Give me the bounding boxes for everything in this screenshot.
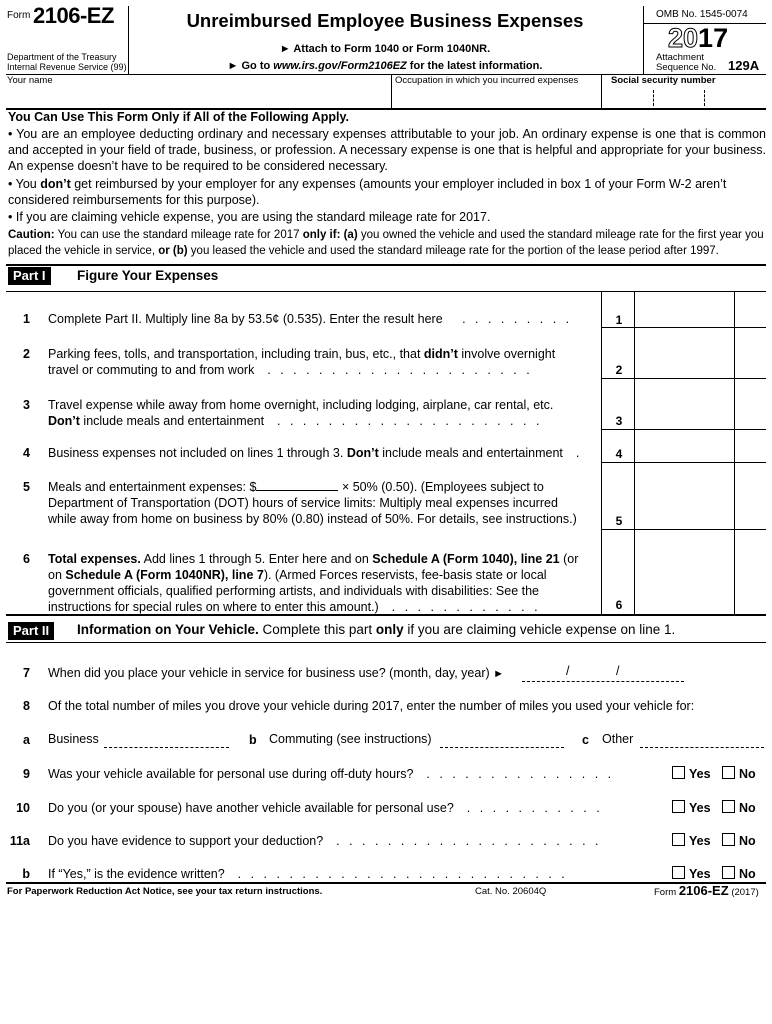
line6-number: 6 [23,552,30,566]
line5-amount[interactable] [635,463,734,529]
paperwork-notice: For Paperwork Reduction Act Notice, see your tax return instructions. [7,886,323,897]
form-number: 2106-EZ [33,3,114,28]
occupation-field[interactable] [392,86,600,108]
line11b-yes-option[interactable]: Yes [672,866,711,881]
line5-number: 5 [23,480,30,494]
line11a-number: 11a [9,834,30,848]
line10-number: 10 [16,801,30,815]
line10-no-option[interactable]: No [722,800,756,815]
irs-link[interactable]: www.irs.gov/Form2106EZ [273,60,407,72]
line5-box-number: 5 [615,514,623,528]
attach-instruction: ► Attach to Form 1040 or Form 1040NR. [279,43,491,55]
eligibility-bullet-1: • You are an employee deducting ordinary and necessary expenses attributable to your job. An ordinary expense is one that is common and accepted in your field of trade, business, or profession. A necessary expense is one that is helpful and appropriate for your business. An expense doesn’t have to be required to be considered necessary. [8,127,766,173]
line11b-no-checkbox[interactable] [722,866,735,879]
line8b-label: Commuting (see instructions) [269,732,432,746]
sequence-label: Sequence No. [656,62,717,73]
line9-no-option[interactable]: No [722,766,756,781]
goto-instruction: ► Go to www.irs.gov/Form2106EZ for the latest information. [227,60,543,72]
line6-text: Total expenses. Add lines 1 through 5. Enter here and on Schedule A (Form 1040), line 21 (or on Schedule A (Form 1040NR), line 7). (Armed Forces reservists, fee-basis state or local government officials, qualified performing artists, and individuals with disabilities: See the instructions for special rules on where to enter this amount.) . . . . . . . . . . . . [48,552,579,614]
line3-amount[interactable] [635,379,734,429]
eligibility-bullet-2: • You don’t get reimbursed by your employer for any expenses (amounts your employer included in box 1 of your Form W-2 aren’t considered reimbursements for this purpose). [8,177,727,207]
other-miles-field[interactable] [640,733,764,748]
part1-title: Figure Your Expenses [77,268,219,283]
line2-text: Parking fees, tolls, and transportation, including train, bus, etc., that didn’t involve overnight travel or commuting to and from work . . . . . . . . . . . . . . . . . . . . . [48,347,556,377]
catalog-number: Cat. No. 20604Q [475,886,547,897]
line1-box-number: 1 [615,313,623,327]
line6-amount[interactable] [635,530,734,613]
line11a-text: Do you have evidence to support your deduction? . . . . . . . . . . . . . . . . . . . . . [48,834,602,848]
line10-no-checkbox[interactable] [722,800,735,813]
ssn-label: Social security number [611,75,716,86]
sequence-number: 129A [728,58,760,73]
line1-amount[interactable] [635,292,734,327]
form-title: Unreimbursed Employee Business Expenses [186,10,584,31]
attachment-label: Attachment [656,52,705,63]
arrow-right-icon: ► [227,60,239,72]
tax-year: 2017 [668,23,729,53]
line3-box-number: 3 [615,414,623,428]
part2-label: Part II [8,622,54,640]
eligibility-heading: You Can Use This Form Only if All of the Following Apply. [8,110,349,124]
line11b-letter: b [22,867,30,881]
line8-number: 8 [23,699,30,713]
date-separator-2: / [616,664,620,678]
line8b-letter: b [249,733,257,747]
line8-text: Of the total number of miles you drove your vehicle during 2017, enter the number of miles you used your vehicle for: [48,699,695,713]
line10-yes-option[interactable]: Yes [672,800,711,815]
line1-number: 1 [23,312,30,326]
line11b-no-option[interactable]: No [722,866,756,881]
commuting-miles-field[interactable] [440,733,564,748]
line10-text: Do you (or your spouse) have another vehicle available for personal use? . . . . . . . . . . . [48,801,603,815]
business-miles-field[interactable] [104,733,229,748]
line6-box-number: 6 [615,598,623,612]
form-label: Form [7,10,31,21]
line11b-text: If “Yes,” is the evidence written? . . . . . . . . . . . . . . . . . . . . . . . . . . [48,867,568,881]
line9-number: 9 [23,767,30,781]
line8a-letter: a [23,733,30,747]
name-field[interactable] [6,86,390,108]
occupation-label: Occupation in which you incurred expenses [395,75,579,86]
line11a-yes-option[interactable]: Yes [672,833,711,848]
part1-label: Part I [8,267,51,285]
line4-text: Business expenses not included on lines 1 through 3. Don’t include meals and entertainment . [48,446,583,460]
line11b-yes-checkbox[interactable] [672,866,685,879]
line8a-label: Business [48,732,99,746]
line3-number: 3 [23,398,30,412]
ssn-field[interactable] [602,86,766,108]
meals-amount-field[interactable] [256,490,338,491]
part2-title: Information on Your Vehicle. Complete this part only if you are claiming vehicle expense on line 1. [77,622,676,637]
line10-yes-checkbox[interactable] [672,800,685,813]
name-label: Your name [7,75,53,86]
line8c-letter: c [582,733,589,747]
line4-number: 4 [23,446,30,460]
date-separator-1: / [566,664,570,678]
line11a-no-checkbox[interactable] [722,833,735,846]
dept-line1: Department of the Treasury [7,52,117,62]
line2-amount[interactable] [635,328,734,378]
line4-box-number: 4 [615,447,623,461]
line11a-yes-checkbox[interactable] [672,833,685,846]
eligibility-bullet-3: • If you are claiming vehicle expense, you are using the standard mileage rate for 2017. [8,210,491,224]
line9-yes-option[interactable]: Yes [672,766,711,781]
caution-text: Caution: You can use the standard mileage rate for 2017 only if: (a) you owned the vehicle and used the standard mileage rate for the first year you placed the vehicle in service, or (b) you leased the vehicle and used the standard mileage rate for the portion of the lease period after 1997. [8,229,764,257]
line9-text: Was your vehicle available for personal use during off-duty hours? . . . . . . . . . . . . . . . [48,767,615,781]
line7-number: 7 [23,666,30,680]
arrow-right-icon: ► [279,43,291,55]
line11a-no-option[interactable]: No [722,833,756,848]
line3-text: Travel expense while away from home overnight, including lodging, airplane, car rental, etc. Don’t include meals and entertainment . . . . . . . . . . . . . . . . . . . . . [48,398,554,428]
line2-box-number: 2 [615,363,623,377]
line8c-label: Other [602,732,634,746]
line9-no-checkbox[interactable] [722,766,735,779]
line9-yes-checkbox[interactable] [672,766,685,779]
line7-text: When did you place your vehicle in service for business use? (month, day, year) ► [48,666,505,680]
line4-amount[interactable] [635,430,734,462]
dept-line2: Internal Revenue Service (99) [7,62,127,72]
footer-form-id: Form 2106-EZ (2017) [654,883,759,898]
date-in-service-field[interactable] [522,664,684,682]
line5-text: Meals and entertainment expenses: $ × 50% (0.50). (Employees subject to Department of Transportation (DOT) hours of service limits: Multiply meal expenses incurred while away from home on business by 80% (0.80) instead of 50%. For details, see instructions.) [48,480,577,526]
omb-number: OMB No. 1545-0074 [656,9,748,20]
arrow-right-icon: ► [493,668,505,680]
line1-text: Complete Part II. Multiply line 8a by 53.5¢ (0.535). Enter the result here . . . . . . . . . [48,312,573,326]
line2-number: 2 [23,347,30,361]
